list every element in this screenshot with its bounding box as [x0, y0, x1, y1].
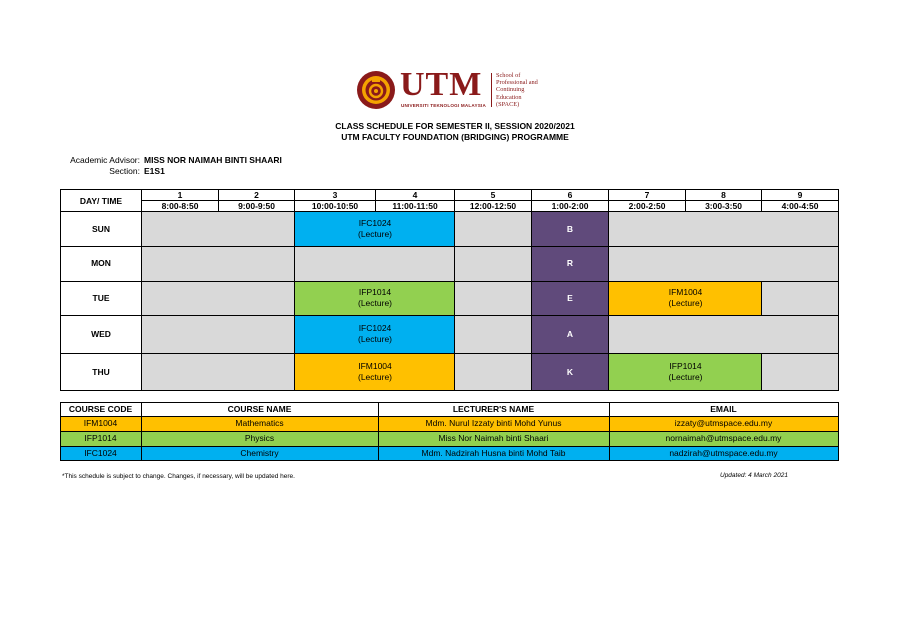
grid-border-left	[60, 189, 61, 391]
day-label-tue: TUE	[92, 292, 110, 303]
day-label-thu: THU	[92, 366, 110, 377]
class-block-ifc1024: IFC1024 (Lecture)	[295, 212, 455, 246]
section-label: Section:	[109, 166, 140, 176]
empty-slot	[142, 353, 295, 391]
empty-slot	[609, 212, 838, 246]
table-line	[141, 402, 142, 461]
slot-time: 4:00-4:50	[781, 200, 819, 211]
column-header-email: EMAIL	[710, 404, 737, 414]
university-name: UNIVERSITI TEKNOLOGI MALAYSIA	[401, 103, 487, 108]
course-code-cell: IFP1014	[60, 431, 141, 446]
grid-line	[60, 246, 839, 247]
class-block-ifm1004: IFM1004 (Lecture)	[295, 353, 455, 391]
slot-time: 10:00-10:50	[311, 200, 359, 211]
grid-line	[454, 189, 455, 391]
day-label-wed: WED	[91, 328, 111, 339]
column-header-name: COURSE NAME	[227, 404, 292, 414]
break-cell: A	[531, 315, 609, 353]
grid-line	[685, 189, 686, 212]
schedule-footnote: *This schedule is subject to change. Changes, if necessary, will be updated here.	[62, 473, 295, 480]
empty-slot	[762, 353, 838, 391]
slot-number: 4	[412, 189, 418, 200]
title-line-2: UTM FACULTY FOUNDATION (BRIDGING) PROGRAMME	[341, 132, 569, 142]
slot-time: 12:00-12:50	[469, 200, 517, 211]
slot-number: 3	[332, 189, 338, 200]
slot-number: 8	[721, 189, 726, 200]
lecturer-name-cell: Mdm. Nurul Izzaty binti Mohd Yunus	[378, 416, 609, 431]
course-code-cell: IFM1004	[60, 416, 141, 431]
empty-slot	[455, 212, 531, 246]
class-block-ifp1014: IFP1014 (Lecture)	[295, 281, 455, 315]
table-border-left	[60, 402, 61, 461]
day-label-mon: MON	[91, 258, 111, 268]
empty-slot	[142, 212, 295, 246]
empty-slot	[142, 246, 531, 281]
course-code-cell: IFC1024	[60, 446, 141, 461]
utm-space-logo	[356, 66, 556, 112]
grid-line	[60, 211, 839, 212]
email-cell[interactable]: izzaty@utmspace.edu.my	[609, 416, 838, 431]
column-header-lecturer: LECTURER'S NAME	[452, 404, 535, 414]
table-line	[609, 402, 610, 461]
day-time-header: DAY/ TIME	[79, 195, 123, 206]
grid-line	[761, 353, 762, 391]
empty-slot	[609, 246, 838, 281]
course-name-cell: Physics	[141, 431, 378, 446]
grid-line	[60, 353, 839, 354]
slot-time: 1:00-2:00	[551, 200, 589, 211]
grid-border-right	[838, 189, 839, 391]
column-header-code: COURSE CODE	[68, 404, 133, 414]
table-border-bottom	[60, 460, 839, 461]
class-block-ifc1024: IFC1024 (Lecture)	[295, 315, 455, 353]
empty-slot	[455, 353, 531, 391]
break-cell: B	[531, 212, 609, 246]
break-cell: R	[531, 246, 609, 281]
advisor-value: MISS NOR NAIMAH BINTI SHAARI	[144, 155, 282, 165]
course-name-cell: Mathematics	[141, 416, 378, 431]
grid-line	[141, 189, 142, 391]
slot-time: 9:00-9:50	[238, 200, 275, 211]
logo-divider	[491, 73, 492, 107]
slot-time: 3:00-3:50	[705, 200, 742, 211]
advisor-values	[144, 155, 282, 177]
slot-number: 1	[177, 189, 183, 200]
email-cell[interactable]: nornaimah@utmspace.edu.my	[609, 431, 838, 446]
slot-number: 7	[644, 189, 650, 200]
updated-date: Updated: 4 March 2021	[720, 472, 788, 479]
table-line	[60, 431, 839, 432]
break-cell: K	[531, 353, 609, 391]
grid-line	[375, 189, 376, 212]
grid-line	[60, 315, 839, 316]
grid-line	[218, 189, 219, 212]
email-cell[interactable]: nadzirah@utmspace.edu.my	[609, 446, 838, 461]
slot-time: 2:00-2:50	[628, 200, 666, 211]
page-title	[0, 121, 910, 143]
table-line	[60, 416, 839, 417]
slot-time: 8:00-8:50	[161, 200, 199, 211]
grid-line	[60, 281, 839, 282]
grid-line	[761, 189, 762, 212]
class-block-ifp1014: IFP1014 (Lecture)	[609, 353, 762, 391]
table-line	[378, 402, 379, 461]
table-line	[60, 446, 839, 447]
break-cell: E	[531, 281, 609, 315]
slot-number: 5	[490, 189, 496, 200]
lecturer-name-cell: Miss Nor Naimah binti Shaari	[378, 431, 609, 446]
lecturer-name-cell: Mdm. Nadzirah Husna binti Mohd Taib	[378, 446, 609, 461]
table-border-top	[60, 402, 839, 403]
advisor-label: Academic Advisor:	[70, 155, 140, 165]
slot-number: 2	[254, 189, 259, 200]
grid-border-bottom	[60, 390, 839, 391]
space-school-text: School of Professional and Continuing Education (SPACE)	[496, 72, 538, 108]
slot-number: 6	[567, 189, 573, 200]
empty-slot	[455, 315, 531, 353]
day-label-sun: SUN	[92, 223, 110, 234]
empty-slot	[762, 281, 838, 315]
title-line-1: CLASS SCHEDULE FOR SEMESTER II, SESSION 2020/2021	[335, 121, 575, 131]
empty-slot	[142, 281, 295, 315]
utm-wordmark: UTM	[400, 66, 483, 103]
grid-line	[294, 189, 295, 391]
section-value: E1S1	[144, 166, 165, 176]
grid-line	[142, 200, 839, 201]
grid-line	[761, 281, 762, 315]
grid-line	[608, 189, 609, 391]
grid-border-top	[60, 189, 839, 190]
empty-slot	[609, 315, 838, 353]
class-block-ifm1004: IFM1004 (Lecture)	[609, 281, 762, 315]
utm-crest-icon	[356, 70, 396, 110]
slot-number: 9	[797, 189, 803, 200]
slot-time: 11:00-11:50	[392, 200, 438, 211]
empty-slot	[455, 281, 531, 315]
table-border-right	[838, 402, 839, 461]
course-name-cell: Chemistry	[141, 446, 378, 461]
advisor-labels	[0, 155, 140, 177]
grid-line	[531, 189, 532, 391]
empty-slot	[142, 315, 295, 353]
